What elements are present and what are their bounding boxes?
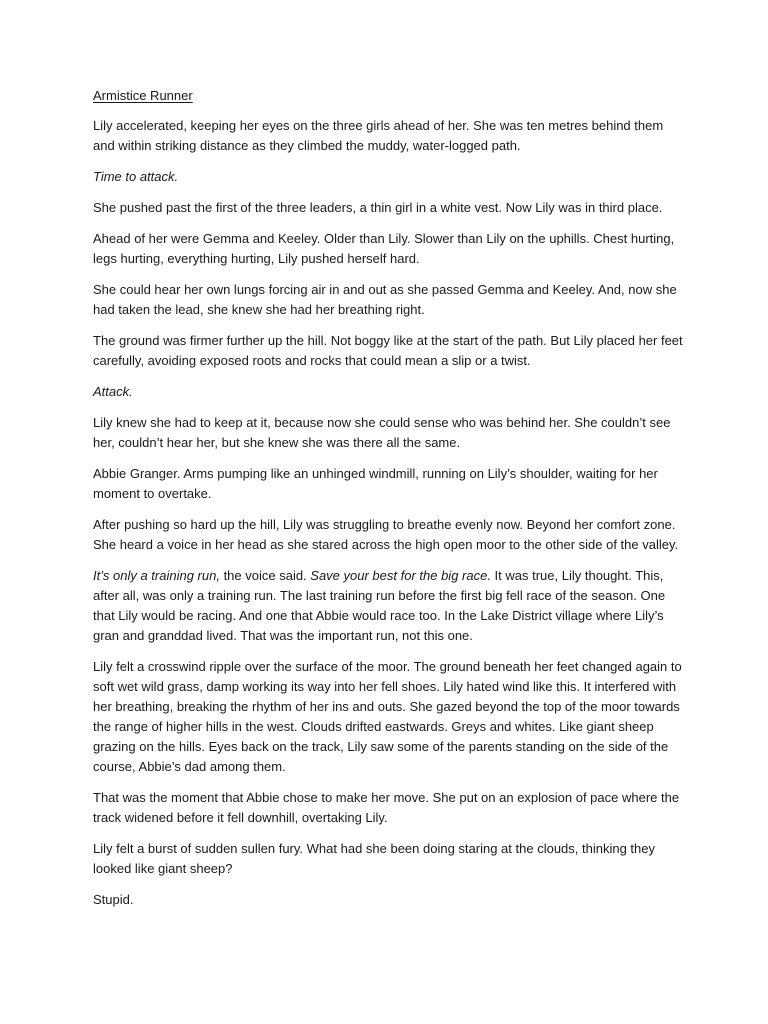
italic-text: It’s only a training run, bbox=[93, 568, 220, 583]
paragraph-text: It was true, Lily thought. This, after all, was only a training run. The last training run before the first big fell race of the season. One that Lily would be racing. And one that Abbie would race too. In the Lake District village where Lily’s gran and granddad lived. That was the important run, not this one. bbox=[93, 568, 666, 643]
italic-text: Save your best for the big race. bbox=[310, 568, 491, 583]
paragraph-11 bbox=[93, 566, 683, 646]
paragraph-1: Lily accelerated, keeping her eyes on the three girls ahead of her. She was ten metres behind them and within striking distance as they climbed the muddy, water-logged path. bbox=[93, 118, 664, 153]
paragraph-10: After pushing so hard up the hill, Lily was struggling to breathe evenly now. Beyond her comfort zone. She heard a voice in her head as she stared across the high open moor to the other side of the valley. bbox=[93, 517, 679, 552]
paragraph-4: Ahead of her were Gemma and Keeley. Older than Lily. Slower than Lily on the uphills. Chest hurting, legs hurting, everything hurting, Lily pushed herself hard. bbox=[93, 231, 675, 266]
paragraph-13: That was the moment that Abbie chose to make her move. She put on an explosion of pace where the track widened before it fell downhill, overtaking Lily. bbox=[93, 790, 680, 825]
paragraph-5: She could hear her own lungs forcing air in and out as she passed Gemma and Keeley. And, now she had taken the lead, she knew she had her breathing right. bbox=[93, 282, 677, 317]
paragraph-12: Lily felt a crosswind ripple over the surface of the moor. The ground beneath her feet changed again to soft wet wild grass, damp working its way into her fell shoes. Lily hated wind like this. It interfered with her breathing, breaking the rhythm of her ins and outs. She gazed beyond the top of the moor towards the range of higher hills in the west. Clouds drifted eastwards. Greys and whites. Like giant sheep grazing on the hills. Eyes back on the track, Lily saw some of the parents standing on the side of the course, Abbie’s dad among them. bbox=[93, 659, 682, 774]
italic-text: Time to attack. bbox=[93, 169, 179, 184]
paragraph-7 bbox=[93, 382, 683, 402]
paragraph-2 bbox=[93, 167, 683, 187]
document-body bbox=[93, 86, 683, 921]
paragraph-9: Abbie Granger. Arms pumping like an unhinged windmill, running on Lily’s shoulder, waiting for her moment to overtake. bbox=[93, 466, 658, 501]
paragraph-3: She pushed past the first of the three leaders, a thin girl in a white vest. Now Lily was in third place. bbox=[93, 200, 663, 215]
paragraph-8: Lily knew she had to keep at it, because now she could sense who was behind her. She couldn’t see her, couldn’t hear her, but she knew she was there all the same. bbox=[93, 415, 671, 450]
paragraph-6: The ground was firmer further up the hill. Not boggy like at the start of the path. But Lily placed her feet carefully, avoiding exposed roots and rocks that could mean a slip or a twist. bbox=[93, 333, 683, 368]
italic-text: Attack. bbox=[93, 384, 133, 399]
paragraph-15: Stupid. bbox=[93, 892, 134, 907]
document-title: Armistice Runner bbox=[93, 88, 193, 103]
paragraph-text: the voice said. bbox=[219, 568, 311, 583]
paragraph-14: Lily felt a burst of sudden sullen fury. What had she been doing staring at the clouds, thinking they looked like giant sheep? bbox=[93, 841, 655, 876]
